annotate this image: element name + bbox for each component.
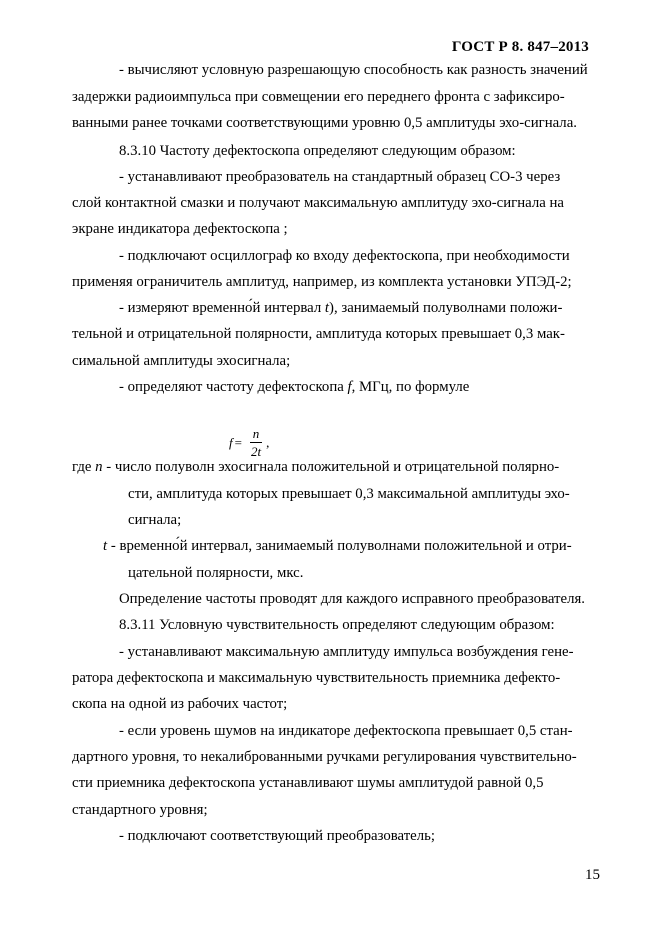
text-line: цательной полярности, мкс.	[128, 565, 304, 581]
text-line: скопа на одной из рабочих частот;	[72, 696, 288, 712]
formula-fraction	[248, 426, 264, 459]
text-line: дартного уровня, то некалиброванными ручками регулирования чувствительно-	[72, 749, 577, 765]
text-line: симальной амплитуды эхосигнала;	[72, 353, 291, 369]
text-line: сти, амплитуда которых превышает 0,3 максимальной амплитуды эхо-	[128, 486, 570, 502]
section-heading-8-3-11: 8.3.11 Условную чувствительность определяют следующим образом:	[119, 617, 555, 633]
text-line: - устанавливают максимальную амплитуду импульса возбуждения гене-	[119, 644, 574, 660]
text-line: ванными ранее точками соответствующими уровню 0,5 амплитуды эхо-сигнала.	[72, 115, 577, 131]
text-line: Определение частоты проводят для каждого исправного преобразователя.	[119, 591, 585, 607]
section-heading-8-3-10: 8.3.10 Частоту дефектоскопа определяют следующим образом:	[119, 143, 516, 159]
formula-numerator: n	[250, 426, 263, 443]
text-line: экране индикатора дефектоскопа ;	[72, 221, 288, 237]
text-line: тельной и отрицательной полярности, амплитуда которых превышает 0,3 мак-	[72, 326, 565, 342]
text-line: - вычисляют условную разрешающую способность как разность значений	[119, 62, 588, 78]
text-line: задержки радиоимпульса при совмещении его переднего фронта с зафиксиро-	[72, 89, 565, 105]
formula-trail: ,	[266, 434, 270, 450]
page-number: 15	[585, 867, 600, 883]
text-line: - подключают соответствующий преобразователь;	[119, 828, 435, 844]
formula-denominator: 2t	[250, 444, 262, 459]
text-line: - определяют частоту дефектоскопа f, МГц, по формуле	[119, 379, 470, 395]
formula-equals: =	[234, 434, 242, 450]
text-line: где n - число полуволн эхосигнала положительной и отрицательной полярно-	[72, 459, 560, 475]
text-line: сигнала;	[128, 512, 182, 528]
text-line: слой контактной смазки и получают максимальную амплитуду эхо-сигнала на	[72, 195, 564, 211]
formula-lhs: f	[229, 434, 233, 450]
text-line: - измеряют временно́й интервал t), занимаемый полуволнами положи-	[119, 300, 563, 316]
document-code-header: ГОСТ Р 8. 847–2013	[451, 39, 589, 55]
text-line: - подключают осциллограф ко входу дефектоскопа, при необходимости	[119, 248, 570, 264]
text-line: ратора дефектоскопа и максимальную чувствительность приемника дефекто-	[72, 670, 561, 686]
text-line: - устанавливают преобразователь на стандартный образец СО-3 через	[119, 169, 561, 185]
text-line: применяя ограничитель амплитуд, например, из комплекта установки УПЭД-2;	[72, 274, 572, 290]
text-line: t - временно́й интервал, занимаемый полуволнами положительной и отри-	[103, 538, 572, 554]
frequency-formula	[229, 426, 269, 459]
text-line: сти приемника дефектоскопа устанавливают шумы амплитудой равной 0,5	[72, 775, 544, 791]
text-line: стандартного уровня;	[72, 802, 208, 818]
text-line: - если уровень шумов на индикаторе дефектоскопа превышает 0,5 стан-	[119, 723, 573, 739]
